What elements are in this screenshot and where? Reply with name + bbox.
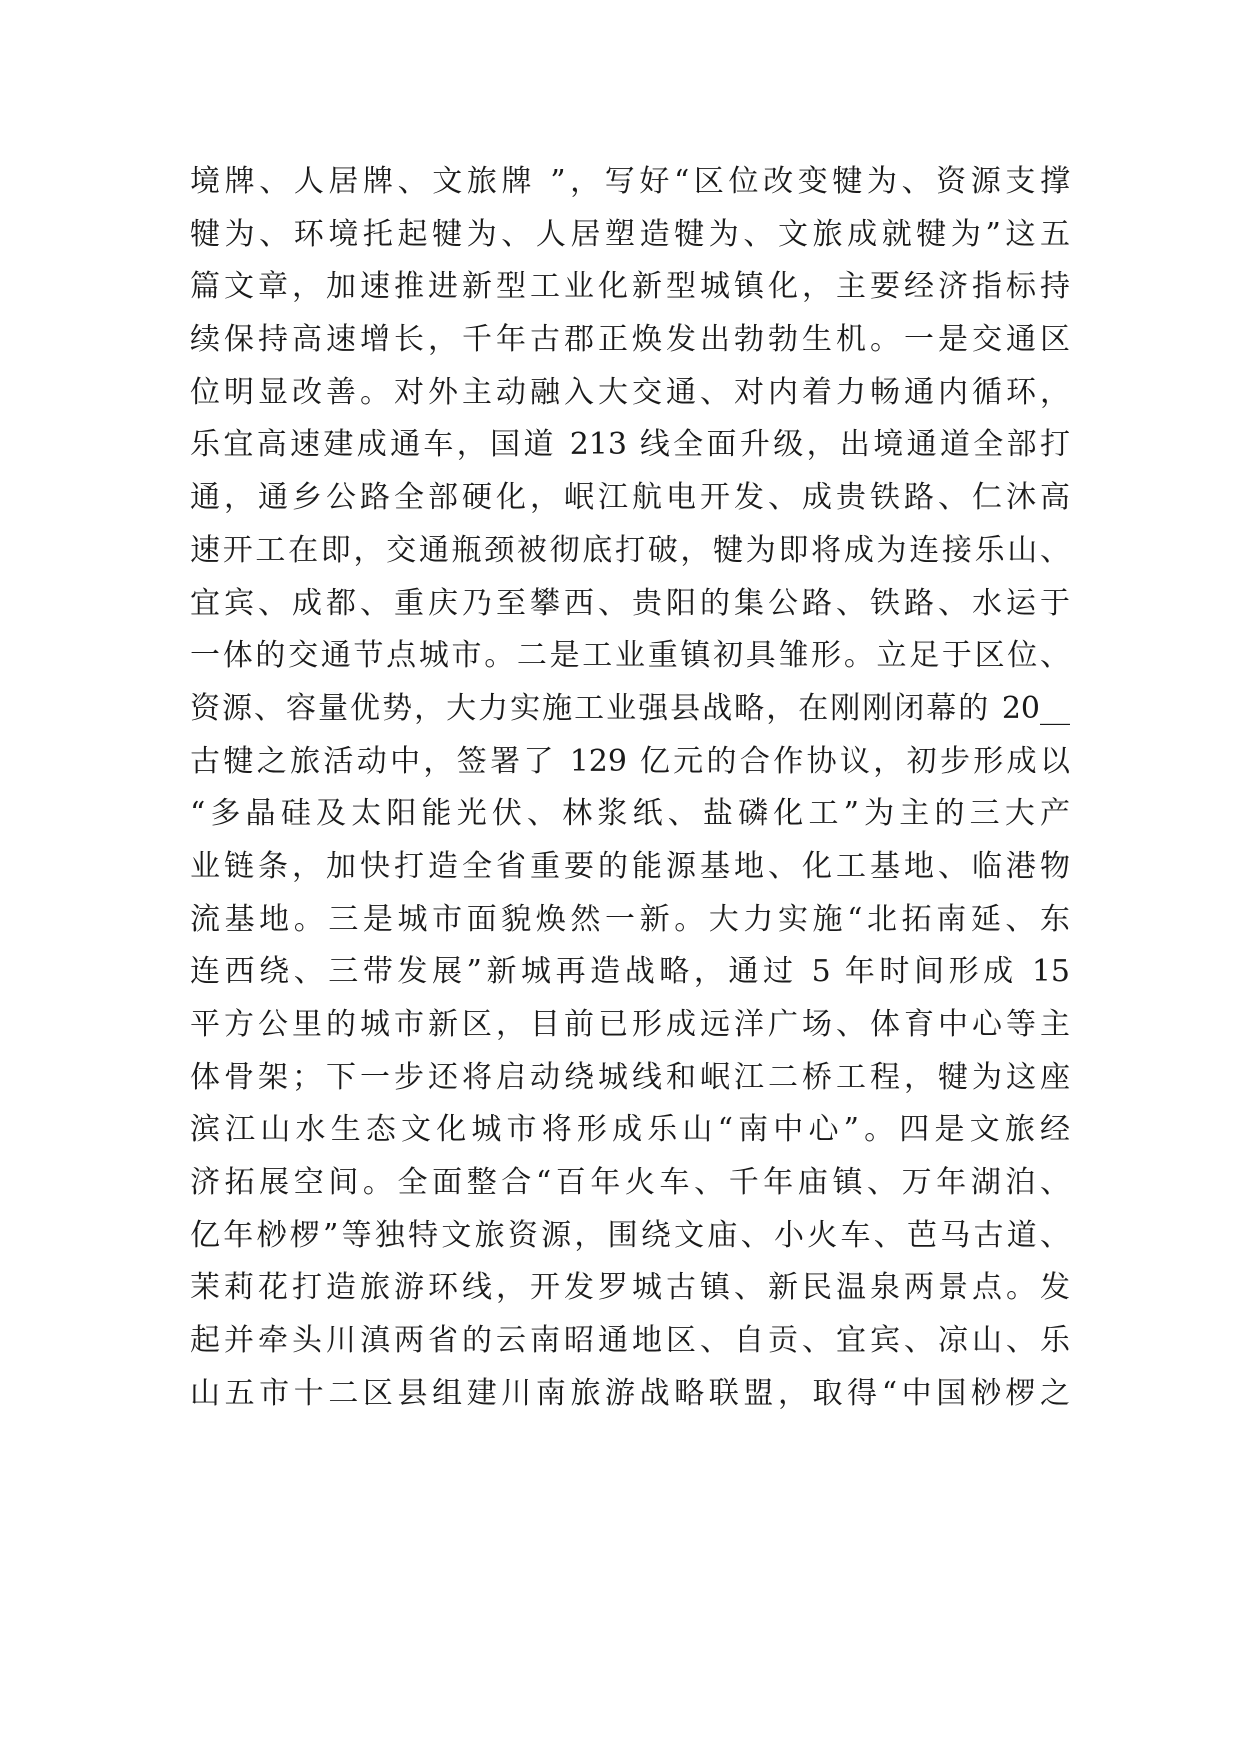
text-line: 体骨架；下一步还将启动绕城线和岷江二桥工程，犍为这座 (190, 1059, 1070, 1095)
text-line: 亿年桫椤”等独特文旅资源，围绕文庙、小火车、芭马古道、 (190, 1217, 1070, 1253)
text-line: 茉莉花打造旅游环线，开发罗城古镇、新民温泉两景点。发 (190, 1270, 1070, 1306)
text-line: 续保持高速增长，千年古郡正焕发出勃勃生机。一是交通区 (190, 322, 1070, 358)
text-line: “多晶硅及太阳能光伏、林浆纸、盐磷化工”为主的三大产 (190, 796, 1070, 832)
text-line: 速开工在即，交通瓶颈被彻底打破，犍为即将成为连接乐山、 (190, 532, 1070, 568)
text-line: 古犍之旅活动中，签署了 129 亿元的合作协议，初步形成以 (190, 743, 1070, 779)
text-line: 通，通乡公路全部硬化，岷江航电开发、成贵铁路、仁沐高 (190, 480, 1070, 516)
text-line: 滨江山水生态文化城市将形成乐山“南中心”。四是文旅经 (190, 1112, 1070, 1148)
text-line: 业链条，加快打造全省重要的能源基地、化工基地、临港物 (190, 848, 1070, 884)
text-line: 乐宜高速建成通车，国道 213 线全面升级，出境通道全部打 (190, 427, 1070, 463)
text-line: 资源、容量优势，大力实施工业强县战略，在刚刚闭幕的 20__ (190, 690, 1070, 726)
text-line: 济拓展空间。全面整合“百年火车、千年庙镇、万年湖泊、 (190, 1165, 1070, 1201)
text-line: 境牌、人居牌、文旅牌 ”，写好“区位改变犍为、资源支撑 (190, 164, 1070, 199)
body-text (190, 156, 1070, 1421)
text-line: 流基地。三是城市面貌焕然一新。大力实施“北拓南延、东 (190, 901, 1070, 937)
text-line: 犍为、环境托起犍为、人居塑造犍为、文旅成就犍为”这五 (190, 216, 1070, 252)
text-line: 篇文章，加速推进新型工业化新型城镇化，主要经济指标持 (190, 269, 1070, 305)
text-line: 山五市十二区县组建川南旅游战略联盟，取得“中国桫椤之 (190, 1375, 1070, 1411)
text-line: 一体的交通节点城市。二是工业重镇初具雏形。立足于区位、 (190, 638, 1070, 674)
text-line: 宜宾、成都、重庆乃至攀西、贵阳的集公路、铁路、水运于 (190, 585, 1070, 621)
text-line: 起并牵头川滇两省的云南昭通地区、自贡、宜宾、凉山、乐 (190, 1323, 1070, 1359)
text-line: 平方公里的城市新区，目前已形成远洋广场、体育中心等主 (190, 1007, 1070, 1042)
text-line: 位明显改善。对外主动融入大交通、对内着力畅通内循环， (190, 374, 1070, 410)
text-line: 连西绕、三带发展”新城再造战略，通过 5 年时间形成 15 (190, 954, 1070, 990)
